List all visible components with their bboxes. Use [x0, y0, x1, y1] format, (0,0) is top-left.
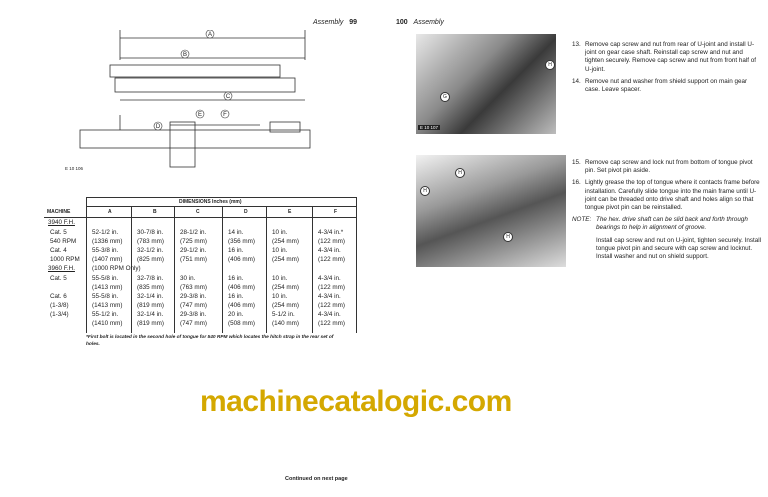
final-instructions: Install cap screw and nut on U-joint, tighten securely. Install tongue pivot pin and secure with cap screw and locknut. Install washer and nut on shield support. [596, 236, 762, 261]
table-cell: 4-3/4 in. [318, 247, 341, 254]
table-cell: 55-5/8 in. [92, 275, 119, 282]
table-cell: (1413 mm) [92, 301, 123, 309]
machine-cell: Cat. 6 [50, 293, 67, 300]
table-cell: (254 mm) [272, 301, 299, 309]
table-cell: 32-1/4 in. [137, 311, 164, 318]
table-cell: 4-3/4 in. [318, 311, 341, 318]
left-page-header [313, 19, 357, 26]
column-header: F [334, 209, 338, 215]
table-cell: 20 in. [228, 311, 244, 318]
step-number: 13. [572, 41, 581, 48]
table-cell: (122 mm) [318, 319, 345, 327]
machine-cell: (1-3/8) [50, 301, 69, 309]
table-cell: 10 in. [272, 247, 288, 254]
table-cell: 32-1/4 in. [137, 293, 164, 300]
machine-cell: 540 RPM [50, 237, 77, 245]
table-rule [44, 217, 357, 218]
callout-h: H [503, 232, 513, 242]
callout-h: H [455, 168, 465, 178]
machine-cell: 1000 RPM [50, 255, 80, 263]
table-cell: 16 in. [228, 293, 244, 300]
driveline-diagram [60, 30, 360, 180]
table-cell: (406 mm) [228, 255, 255, 263]
table-cell: 4-3/4 in.* [318, 229, 344, 236]
table-cell: (254 mm) [272, 255, 299, 263]
table-cell: (819 mm) [137, 301, 164, 309]
table-cell: (763 mm) [180, 283, 207, 291]
column-header: B [153, 209, 157, 215]
table-cell: (140 mm) [272, 319, 299, 327]
table-cell: 16 in. [228, 275, 244, 282]
callout-h: H [545, 60, 555, 70]
continued-text: Continued on next page [285, 476, 348, 482]
photo-id: E 10 107 [420, 125, 439, 130]
table-cell: (1413 mm) [92, 283, 123, 291]
note-label: NOTE: [572, 216, 592, 224]
step-text: Lightly grease the top of tongue where it contacts frame before installation. Carefully slide tongue into the main frame until U-joint can be threaded onto drive shaft and holes align so that tongue pivot pin can be reinstalled. [585, 179, 760, 212]
table-cell: (725 mm) [180, 237, 207, 245]
table-rule [266, 206, 267, 333]
table-cell: 32-7/8 in. [137, 275, 164, 282]
label-f: F [223, 112, 227, 118]
step-text: Remove cap screw and nut from rear of U-joint and install U-joint on gear case shaft. Reinstall cap screw and nut and tighten securely. Remove cap screw and nut from front half of U-joint. [585, 41, 757, 73]
step-number: 15. [572, 159, 581, 166]
table-cell: (406 mm) [228, 301, 255, 309]
table-title: DIMENSIONS Inches (mm) [179, 199, 242, 205]
table-cell: 55-5/8 in. [92, 293, 119, 300]
table-rule [222, 206, 223, 333]
model-name: 3940 F.H. [48, 219, 75, 226]
table-rule [86, 206, 357, 207]
table-cell: (508 mm) [228, 319, 255, 327]
model-name: 3960 F.H. [48, 265, 75, 272]
table-cell: (254 mm) [272, 283, 299, 291]
table-cell: (747 mm) [180, 319, 207, 327]
table-cell: (747 mm) [180, 301, 207, 309]
column-header: C [196, 209, 200, 215]
table-cell: (254 mm) [272, 237, 299, 245]
table-cell: 16 in. [228, 247, 244, 254]
table-cell: (835 mm) [137, 283, 164, 291]
table-cell: 30-7/8 in. [137, 229, 164, 236]
note-text: The hex. drive shaft can be slid back and forth through bearings to help in alignment of groove. [596, 216, 748, 232]
table-cell: 28-1/2 in. [180, 229, 207, 236]
table-cell: 10 in. [272, 229, 288, 236]
table-cell: (1407 mm) [92, 255, 123, 263]
label-b: B [182, 52, 188, 58]
table-cell: (122 mm) [318, 283, 345, 291]
table-cell: 14 in. [228, 229, 244, 236]
step-14 [572, 78, 762, 94]
steps-lower [572, 159, 762, 261]
table-cell: (122 mm) [318, 255, 345, 263]
photo-tongue [416, 155, 566, 267]
table-cell: 29-3/8 in. [180, 293, 207, 300]
step-15 [572, 159, 762, 175]
machine-cell: Cat. 5 [50, 275, 67, 282]
table-footnote: *First bolt is located in the second hole of tongue for 540 RPM which locates the hitch strap in the rear set of holes. [86, 335, 334, 347]
dimensions-table [44, 197, 357, 347]
group-note: (1000 RPM Only) [92, 265, 141, 272]
table-cell: 29-3/8 in. [180, 311, 207, 318]
table-cell: (122 mm) [318, 237, 345, 245]
label-a: A [207, 32, 213, 38]
machine-cell: (1-3/4) [50, 311, 69, 318]
table-cell: 52-1/2 in. [92, 229, 119, 236]
table-cell: (122 mm) [318, 301, 345, 309]
table-rule [174, 206, 175, 333]
table-cell: 4-3/4 in. [318, 275, 341, 282]
machine-cell: Cat. 5 [50, 229, 67, 236]
table-cell: (1410 mm) [92, 319, 123, 327]
table-cell: (751 mm) [180, 255, 207, 263]
table-cell: (1336 mm) [92, 237, 123, 245]
label-d: D [155, 124, 161, 130]
label-c: C [225, 94, 231, 100]
callout-g: G [440, 92, 450, 102]
machine-cell: Cat. 4 [50, 247, 67, 254]
table-rule [86, 197, 357, 198]
step-number: 14. [572, 77, 581, 85]
table-rule [312, 206, 313, 333]
watermark: machinecatalogic.com [200, 385, 512, 418]
table-cell: 10 in. [272, 275, 288, 282]
column-header: A [108, 209, 112, 215]
column-header: MACHINE [47, 209, 71, 215]
step-text: Remove cap screw and lock nut from bottom of tongue pivot pin. Set pivot pin aside. [585, 159, 753, 175]
callout-h: H [420, 186, 430, 196]
table-cell: 30 in. [180, 275, 196, 282]
table-cell: (783 mm) [137, 237, 164, 245]
photo-ujoint [416, 34, 556, 134]
step-number: 16. [572, 179, 581, 187]
table-cell: 5-1/2 in. [272, 311, 295, 318]
table-cell: (356 mm) [228, 237, 255, 245]
page-number: 99 [349, 19, 357, 26]
table-cell: 32-1/2 in. [137, 247, 164, 254]
table-cell: (819 mm) [137, 319, 164, 327]
column-header: D [244, 209, 248, 215]
table-cell: 55-3/8 in. [92, 247, 119, 254]
table-cell: (825 mm) [137, 255, 164, 263]
step-text: Remove nut and washer from shield support on main gear case. Leave spacer. [585, 77, 748, 94]
right-page-header [396, 19, 444, 26]
steps-upper [572, 41, 762, 98]
table-cell: 29-1/2 in. [180, 247, 207, 254]
table-cell: 4-3/4 in. [318, 293, 341, 300]
header-section: Assembly [313, 19, 344, 26]
column-header: E [288, 209, 292, 215]
step-16 [572, 179, 762, 212]
header-section: Assembly [413, 19, 444, 26]
table-cell: (406 mm) [228, 283, 255, 291]
page-number: 100 [396, 19, 408, 26]
table-cell: 55-1/2 in. [92, 311, 119, 318]
table-cell: 10 in. [272, 293, 288, 300]
figure-id: E 10 106 [65, 166, 84, 171]
label-e: E [197, 112, 203, 118]
note [572, 216, 762, 232]
step-13 [572, 41, 762, 74]
